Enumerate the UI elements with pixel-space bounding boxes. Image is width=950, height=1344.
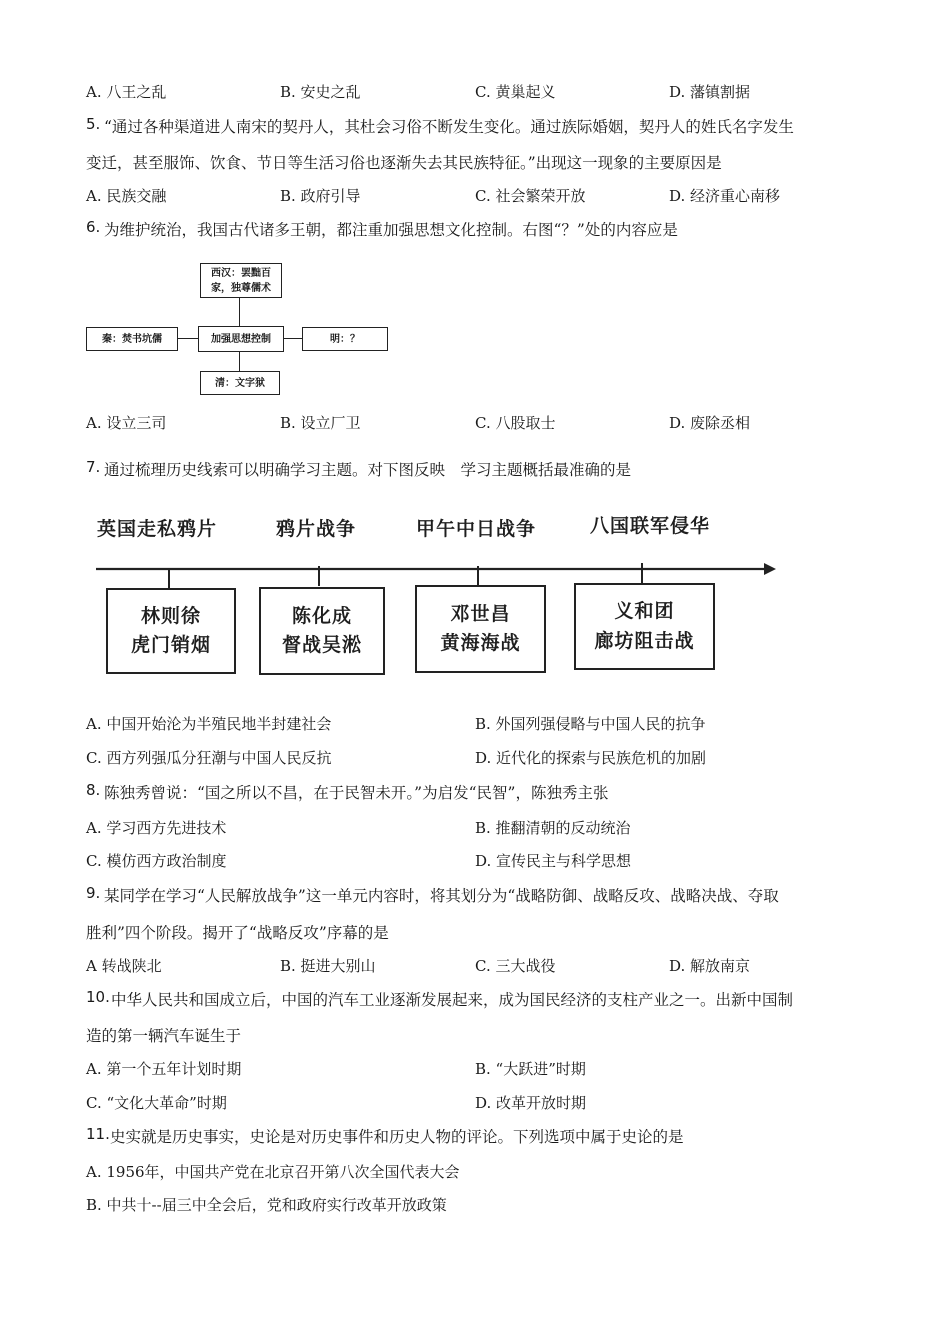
- q8-option-c: C. 模仿西方政治制度: [86, 852, 227, 870]
- q11-number: 11.: [86, 1125, 110, 1143]
- diagram-connector-bottom: [239, 351, 240, 371]
- q6-option-b: B. 设立厂卫: [280, 414, 361, 432]
- timeline-box-1: [106, 588, 236, 674]
- q9-option-c: C. 三大战役: [475, 957, 556, 975]
- q5-number: 5.: [86, 115, 101, 133]
- q7-number: 7.: [86, 458, 101, 476]
- q10-option-b: B. “大跃进”时期: [475, 1060, 586, 1078]
- q7-option-b: B. 外国列强侵略与中国人民的抗争: [475, 715, 706, 733]
- timeline-box-1-line1: 林则徐: [140, 604, 201, 627]
- timeline-tick-3: [477, 566, 479, 586]
- q10-stem-line2: 造的第一辆汽车诞生于: [86, 1027, 242, 1045]
- timeline-box-2-line2: 督战吴淞: [281, 634, 362, 656]
- diagram-box-xihan-line1: 西汉：罢黜百: [211, 267, 271, 279]
- diagram-box-qin: 秦：焚书坑儒: [86, 327, 178, 351]
- q6-stem: 为维护统治，我国古代诸多王朝，都注重加强思想文化控制。右图“？”处的内容应是: [104, 221, 678, 239]
- q8-option-d: D. 宣传民主与科学思想: [475, 852, 632, 870]
- q6-number: 6.: [86, 218, 101, 236]
- q5-stem-line1: “通过各种渠道进人南宋的契丹人，其杜会习俗不断发生变化。通过族际婚姻，契丹人的姓氏名字发生: [104, 118, 794, 136]
- timeline-tick-4: [641, 563, 643, 583]
- q8-number: 8.: [86, 781, 101, 799]
- q4-option-a: A. 八王之乱: [86, 83, 167, 101]
- timeline-box-4-line2: 廊坊阻击战: [594, 629, 695, 652]
- q9-number: 9.: [86, 884, 101, 902]
- diagram-connector-right: [282, 338, 302, 339]
- q4-option-d: D. 藩镇割据: [669, 83, 751, 101]
- diagram-box-ming: 明：？: [302, 327, 388, 351]
- q11-option-b: B. 中共十--届三中全会后，党和政府实行改革开放政策: [86, 1196, 447, 1214]
- timeline-axis-arrow: [96, 557, 776, 581]
- q7-option-a: A. 中国开始沦为半殖民地半封建社会: [86, 715, 332, 733]
- timeline-box-2-line1: 陈化成: [291, 604, 352, 627]
- timeline-event-4: 八国联军侵华: [590, 515, 711, 537]
- q5-stem-line2: 变迁，甚至服饰、饮食、节日等生活习俗也逐渐失去其民族特征。”出现这一现象的主要原因是: [86, 154, 722, 172]
- timeline-event-3: 甲午中日战争: [416, 518, 537, 540]
- q9-stem-line2: 胜利”四个阶段。揭开了“战略反攻”序幕的是: [86, 924, 389, 942]
- q8-stem: 陈独秀曾说：“国之所以不昌，在于民智未开。”为启发“民智”，陈独秀主张: [104, 784, 609, 802]
- timeline-box-3-line2: 黄海海战: [440, 632, 521, 654]
- q6-option-d: D. 废除丞相: [669, 414, 751, 432]
- q5-option-c: C. 社会繁荣开放: [475, 187, 586, 205]
- q7-stem: 通过梳理历史线索可以明确学习主题。对下图反映 学习主题概括最准确的是: [104, 461, 632, 479]
- diagram-box-qing: 清：文字狱: [200, 371, 280, 395]
- q9-option-a: A 转战陕北: [86, 957, 162, 975]
- q9-stem-line1: 某同学在学习“人民解放战争”这一单元内容时，将其划分为“战略防御、战略反攻、战略决战、夺取: [104, 887, 779, 905]
- q11-stem: 史实就是历史事实，史论是对历史事件和历史人物的评论。下列选项中属于史论的是: [110, 1128, 684, 1146]
- timeline-box-3-line1: 邓世昌: [450, 602, 511, 625]
- q10-option-d: D. 改革开放时期: [475, 1094, 587, 1112]
- timeline-tick-2: [318, 566, 320, 586]
- q9-option-d: D. 解放南京: [669, 957, 751, 975]
- q9-option-b: B. 挺进大别山: [280, 957, 376, 975]
- diagram-connector-top: [239, 297, 240, 326]
- q6-option-c: C. 八股取士: [475, 414, 556, 432]
- q10-stem-line1: 中华人民共和国成立后，中国的汽车工业逐渐发展起来，成为国民经济的支柱产业之一。出新中国制: [111, 991, 794, 1009]
- timeline-event-2: 鸦片战争: [276, 518, 357, 540]
- timeline-tick-1: [168, 568, 170, 588]
- q4-option-c: C. 黄巢起义: [475, 83, 556, 101]
- q7-option-d: D. 近代化的探索与民族危机的加剧: [475, 749, 707, 767]
- q5-option-b: B. 政府引导: [280, 187, 361, 205]
- q8-option-a: A. 学习西方先进技术: [86, 819, 227, 837]
- timeline-box-1-line2: 虎门销烟: [130, 634, 211, 656]
- timeline-box-4: [574, 583, 715, 670]
- q5-option-a: A. 民族交融: [86, 187, 167, 205]
- q6-option-a: A. 设立三司: [86, 414, 167, 432]
- timeline-box-4-line1: 义和团: [614, 600, 675, 623]
- timeline-box-3: [415, 585, 546, 673]
- q4-option-b: B. 安史之乱: [280, 83, 361, 101]
- q11-option-a: A. 1956年，中国共产党在北京召开第八次全国代表大会: [86, 1163, 460, 1181]
- timeline-event-1: 英国走私鸦片: [97, 518, 218, 540]
- q7-option-c: C. 西方列强瓜分狂潮与中国人民反抗: [86, 749, 332, 767]
- diagram-box-xihan: [200, 263, 282, 298]
- q10-option-a: A. 第一个五年计划时期: [86, 1060, 242, 1078]
- diagram-connector-left: [176, 338, 198, 339]
- diagram-box-center: 加强思想控制: [198, 326, 284, 352]
- q10-number: 10.: [86, 988, 110, 1006]
- timeline-box-2: [259, 587, 385, 675]
- q8-option-b: B. 推翻清朝的反动统治: [475, 819, 631, 837]
- q5-option-d: D. 经济重心南移: [669, 187, 781, 205]
- q10-option-c: C. “文化大革命”时期: [86, 1094, 227, 1112]
- diagram-box-xihan-line2: 家，独尊儒术: [211, 282, 271, 294]
